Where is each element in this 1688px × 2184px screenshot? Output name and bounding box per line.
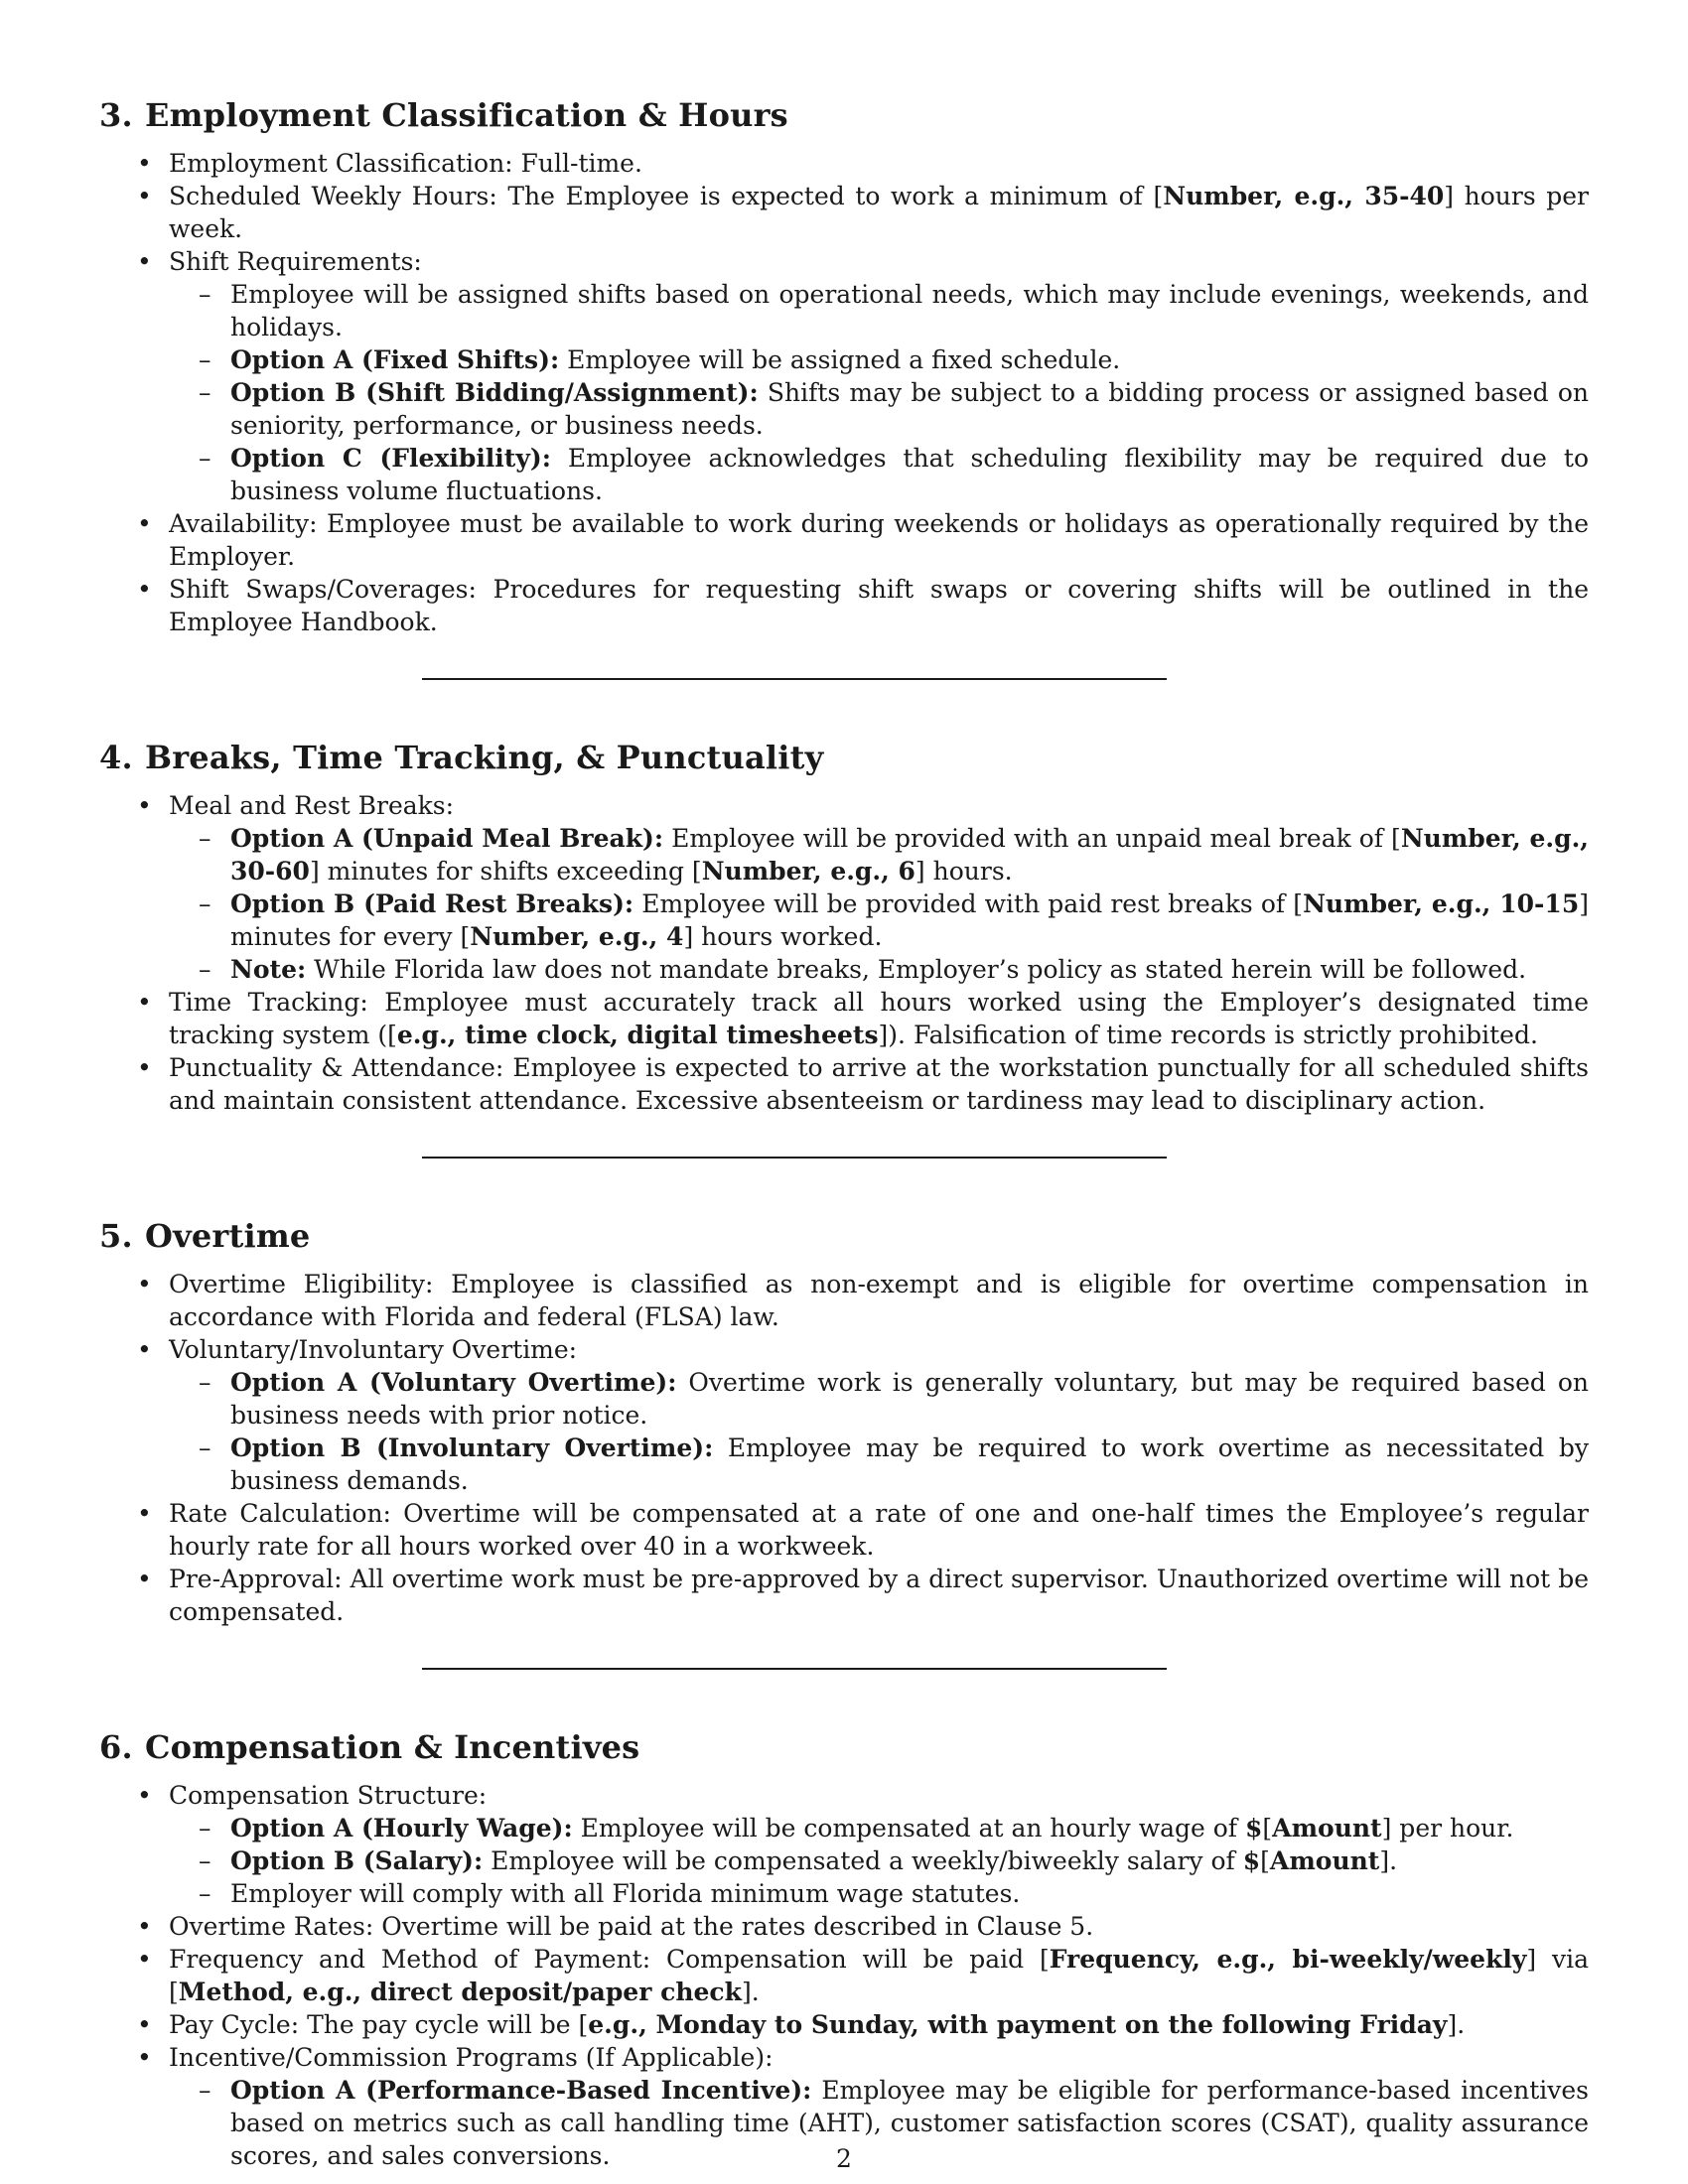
item-text: Employee may be eligible for performance-based incentives based on metrics such as call handling time (AHT), customer satisfaction scores (CSAT), quality assurance scores, and sales conversions. xyxy=(230,2076,1589,2170)
list-item xyxy=(99,789,1589,986)
item-text: Shifts may be subject to a bidding process or assigned based on seniority, performance, or business needs. xyxy=(230,378,1590,440)
item-text: Rate Calculation: Overtime will be compensated at a rate of one and one-half times the Employee’s regular hourly rate for all hours worked over 40 in a workweek. xyxy=(169,1499,1589,1561)
placeholder-text: Amount xyxy=(1272,1814,1382,1843)
placeholder-text: Method, e.g., direct deposit/paper check xyxy=(178,1978,742,2006)
section-6-heading xyxy=(99,1727,1589,1767)
item-text: Employee will be assigned a fixed schedule. xyxy=(559,345,1121,374)
option-label: Option A (Unpaid Meal Break): xyxy=(230,824,664,853)
item-text: While Florida law does not mandate breaks, Employer’s policy as stated herein will be followed. xyxy=(306,955,1527,984)
item-text: Pay Cycle: The pay cycle will be [ xyxy=(169,2010,589,2039)
sub-list xyxy=(169,822,1589,986)
item-text: Shift Requirements: xyxy=(169,247,422,276)
sub-list-item xyxy=(169,1812,1589,1844)
list-item xyxy=(99,2008,1589,2041)
item-text: Incentive/Commission Programs (If Applicable): xyxy=(169,2043,774,2072)
currency-symbol: $ xyxy=(1245,1814,1263,1843)
sub-list-item xyxy=(169,376,1589,442)
sub-list-item xyxy=(169,822,1589,887)
note-label: Note: xyxy=(230,955,307,984)
item-text: Employee may be required to work overtime as necessitated by business demands. xyxy=(230,1433,1589,1495)
placeholder-text: e.g., time clock, digital timesheets xyxy=(396,1021,879,1049)
section-4-heading xyxy=(99,738,1589,777)
placeholder-text: Frequency, e.g., bi-weekly/weekly xyxy=(1049,1945,1527,1974)
option-label: Option A (Voluntary Overtime): xyxy=(230,1368,677,1397)
item-text: Overtime work is generally voluntary, but may be required based on business needs with prior notice. xyxy=(230,1368,1589,1430)
sub-list-item xyxy=(169,278,1589,343)
item-text: ] hours worked. xyxy=(683,922,883,951)
item-text: Employer will comply with all Florida minimum wage statutes. xyxy=(230,1879,1021,1908)
item-text: Shift Swaps/Coverages: Procedures for requesting shift swaps or covering shifts will be outlined in the Employee Handbook. xyxy=(169,575,1589,636)
item-text: Employee will be provided with an unpaid meal break of [ xyxy=(663,824,1401,853)
item-text: Overtime Rates: Overtime will be paid at the rates described in Clause 5. xyxy=(169,1912,1094,1941)
section-3-list xyxy=(99,147,1589,638)
placeholder-text: Number, e.g., 30-60 xyxy=(230,824,1590,886)
currency-symbol: $ xyxy=(1242,1846,1261,1875)
item-text: ] minutes for shifts exceeding [ xyxy=(309,857,702,886)
item-text: Scheduled Weekly Hours: The Employee is expected to work a minimum of [ xyxy=(169,182,1164,210)
list-item xyxy=(99,507,1589,573)
item-text: Employee will be assigned shifts based on operational needs, which may include evenings, weekends, and holidays. xyxy=(230,280,1589,341)
item-text: Frequency and Method of Payment: Compensation will be paid [ xyxy=(169,1945,1050,1974)
item-text: ] minutes for every [ xyxy=(230,889,1589,951)
sub-list xyxy=(169,1812,1589,1910)
placeholder-text: Number, e.g., 35-40 xyxy=(1163,182,1445,210)
item-text: Availability: Employee must be available to work during weekends or holidays as operationally required by the Employer. xyxy=(169,509,1589,571)
sub-list-item xyxy=(169,1844,1589,1877)
sub-list-item xyxy=(169,1877,1589,1910)
section-number: 5. xyxy=(99,1217,133,1255)
section-title: Overtime xyxy=(145,1217,311,1255)
section-title: Compensation & Incentives xyxy=(145,1728,640,1766)
list-item xyxy=(99,1333,1589,1497)
item-text: Employee will be provided with paid rest breaks of [ xyxy=(633,889,1304,918)
sub-list-item xyxy=(169,343,1589,376)
section-3-heading xyxy=(99,95,1589,135)
item-text: Employment Classification: Full-time. xyxy=(169,149,642,178)
item-text: Punctuality & Attendance: Employee is expected to arrive at the workstation punctually for all scheduled shifts and maintain consistent attendance. Excessive absenteeism or tardiness may lead to disciplinary action. xyxy=(169,1053,1589,1115)
item-text: Meal and Rest Breaks: xyxy=(169,791,455,820)
option-label: Option C (Flexibility): xyxy=(230,444,551,473)
section-title: Breaks, Time Tracking, & Punctuality xyxy=(145,739,824,776)
list-item xyxy=(99,1497,1589,1563)
section-5-list xyxy=(99,1268,1589,1628)
option-label: Option B (Shift Bidding/Assignment): xyxy=(230,378,759,407)
item-text: ] hours per week. xyxy=(169,182,1589,243)
option-label: Option A (Fixed Shifts): xyxy=(230,345,560,374)
item-text: ]). Falsification of time records is strictly prohibited. xyxy=(878,1021,1538,1049)
page-number: 2 xyxy=(836,2144,852,2173)
item-text: Employee will be compensated a weekly/biweekly salary of xyxy=(483,1846,1243,1875)
option-label: Option B (Involuntary Overtime): xyxy=(230,1433,714,1462)
section-4-list xyxy=(99,789,1589,1117)
list-item xyxy=(99,245,1589,507)
list-item xyxy=(99,180,1589,245)
section-divider xyxy=(422,1668,1167,1670)
placeholder-text: Number, e.g., 10-15 xyxy=(1303,889,1580,918)
section-5-heading xyxy=(99,1216,1589,1256)
section-title: Employment Classification & Hours xyxy=(145,96,788,134)
list-item xyxy=(99,1943,1589,2008)
section-divider xyxy=(422,1157,1167,1159)
item-text: Voluntary/Involuntary Overtime: xyxy=(169,1335,578,1364)
sub-list xyxy=(169,278,1589,507)
item-text: ] hours. xyxy=(914,857,1013,886)
list-item xyxy=(99,147,1589,180)
item-text: ]. xyxy=(1379,1846,1398,1875)
sub-list-item xyxy=(169,887,1589,953)
item-text: Pre-Approval: All overtime work must be pre-approved by a direct supervisor. Unauthorized overtime will not be compensated. xyxy=(169,1565,1589,1626)
sub-list-item xyxy=(169,1432,1589,1497)
option-label: Option B (Paid Rest Breaks): xyxy=(230,889,634,918)
list-item xyxy=(99,573,1589,638)
list-item xyxy=(99,1779,1589,1910)
section-divider xyxy=(422,678,1167,680)
item-text: Time Tracking: Employee must accurately track all hours worked using the Employer’s designated time tracking system ([ xyxy=(169,988,1589,1049)
sub-list-item xyxy=(169,953,1589,986)
item-text: ]. xyxy=(1447,2010,1466,2039)
item-text: [ xyxy=(1260,1846,1270,1875)
section-number: 4. xyxy=(99,739,133,776)
placeholder-text: e.g., Monday to Sunday, with payment on the following Friday xyxy=(588,2010,1448,2039)
sub-list-item xyxy=(169,1366,1589,1432)
list-item xyxy=(99,1268,1589,1333)
placeholder-text: Number, e.g., 4 xyxy=(470,922,684,951)
placeholder-text: Number, e.g., 6 xyxy=(701,857,915,886)
section-number: 6. xyxy=(99,1728,133,1766)
sub-list-item xyxy=(169,442,1589,507)
placeholder-text: Amount xyxy=(1269,1846,1380,1875)
item-text: ] via [ xyxy=(169,1945,1589,2006)
list-item xyxy=(99,1910,1589,1943)
list-item xyxy=(99,1563,1589,1628)
item-text: Overtime Eligibility: Employee is classified as non-exempt and is eligible for overtime compensation in accordance with Florida and federal (FLSA) law. xyxy=(169,1270,1589,1331)
item-text: Employee will be compensated at an hourly wage of xyxy=(572,1814,1245,1843)
item-text: Employee acknowledges that scheduling flexibility may be required due to business volume fluctuations. xyxy=(230,444,1589,505)
item-text: Compensation Structure: xyxy=(169,1781,488,1810)
list-item xyxy=(99,986,1589,1051)
item-text: ] per hour. xyxy=(1381,1814,1514,1843)
page-content xyxy=(99,95,1589,2172)
option-label: Option A (Performance-Based Incentive): xyxy=(230,2076,812,2105)
option-label: Option B (Salary): xyxy=(230,1846,484,1875)
section-6-list xyxy=(99,1779,1589,2172)
section-number: 3. xyxy=(99,96,133,134)
item-text: [ xyxy=(1262,1814,1273,1843)
list-item xyxy=(99,1051,1589,1117)
sub-list xyxy=(169,1366,1589,1497)
item-text: ]. xyxy=(741,1978,760,2006)
option-label: Option A (Hourly Wage): xyxy=(230,1814,573,1843)
